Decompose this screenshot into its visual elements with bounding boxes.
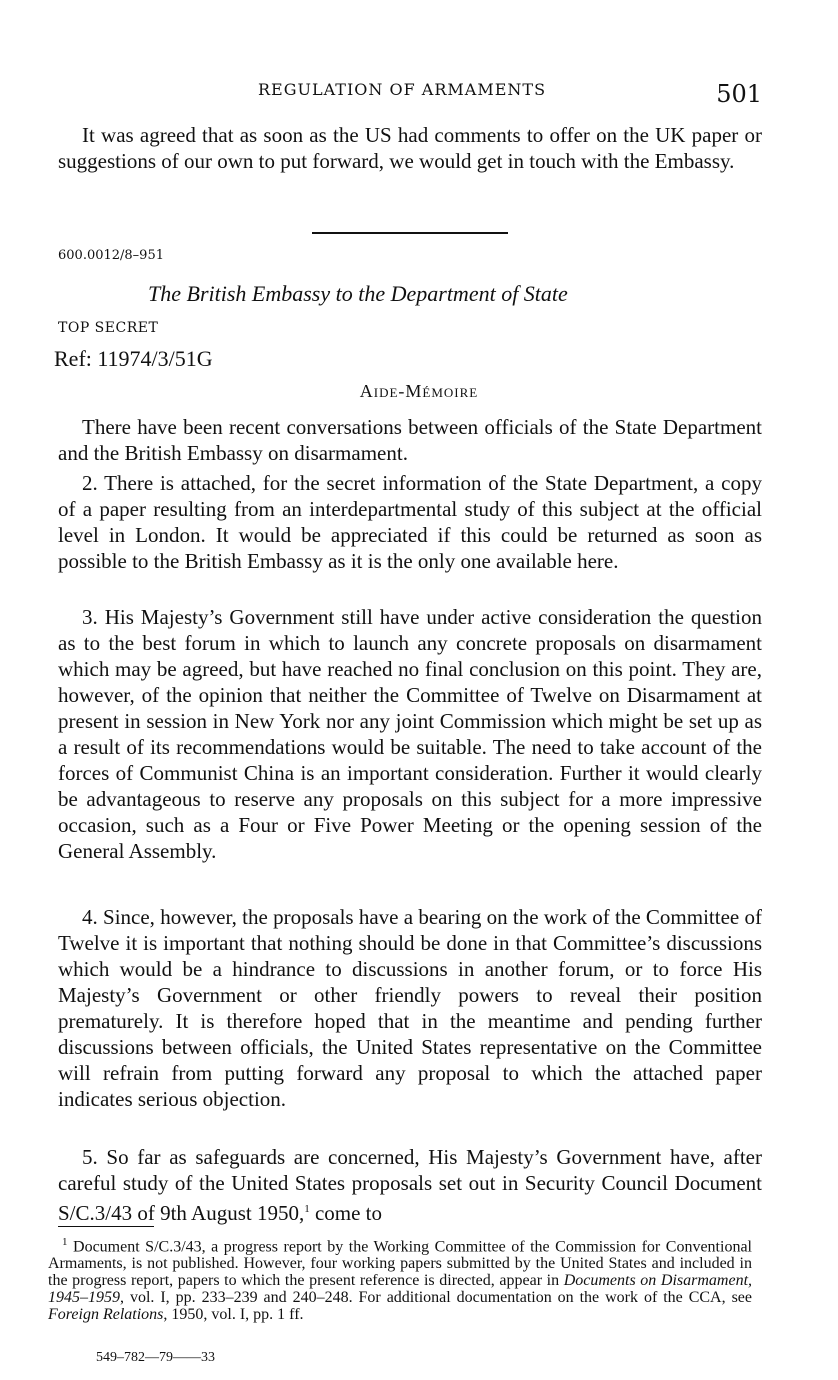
- paragraph-4: 4. Since, however, the proposals have a bearing on the work of the Committee of Twelve it is important that nothing should be done in that Committee’s discussions which would be a hindrance to discussions in another forum, or to force His Majesty’s Government or other friendly powers to reveal their position prematurely. It is therefore hoped that in the meantime and pending further discussions between officials, the United States representative on the Committee will refrain from putting forward any proposal to which the attached paper indicates serious objection.: [58, 905, 762, 1111]
- footnote-text-b: , vol. I, pp. 233–239 and 240–248. For additional documentation on the work of the CCA, see: [120, 1289, 752, 1307]
- print-code: 549–782—79——33: [96, 1350, 215, 1365]
- paragraph-2: 2. There is attached, for the secret information of the State Department, a copy of a paper resulting from an interdepartmental study of this subject at the official level in London. It would be appreciated if this could be returned as soon as possible to the British Embassy as it is the only one available here.: [58, 471, 762, 573]
- running-head: REGULATION OF ARMAMENTS: [258, 80, 547, 99]
- footnote-marker: 1: [62, 1236, 68, 1248]
- paragraph-5: [58, 1144, 762, 1226]
- footnote-text-c: , 1950, vol. I, pp. 1 ff.: [163, 1306, 304, 1324]
- footnote-citation-title-2: Foreign Relations: [48, 1306, 164, 1324]
- paragraph-5-text: 5. So far as safeguards are concerned, His Majesty’s Government have, after careful study of the United States proposals set out in Security Council Document S/C.3/43 of 9th August 1950,: [58, 1145, 762, 1225]
- document-heading: The British Embassy to the Department of State: [148, 281, 568, 306]
- footnote-reference-marker: 1: [304, 1203, 310, 1215]
- paragraph-5-tail: come to: [309, 1201, 383, 1225]
- footnote-citation-title: Documents on Disarmament, 1945–1959: [48, 1272, 753, 1307]
- paragraph-3: 3. His Majesty’s Government still have under active consideration the question as to the best forum in which to launch any concrete proposals on disarmament which may be agreed, but have reached no final conclusion on this point. They are, however, of the opinion that neither the Committee of Twelve on Disarmament at present in session in New York nor any joint Commission which might be set up as a result of its recommendations would be suitable. The need to take account of the forces of Communist China is an important consideration. Further it would clearly be advantageous to reserve any proposals on this subject for a more impressive occasion, such as a Four or Five Power Meeting or the opening session of the General Assembly.: [58, 605, 762, 863]
- reference-number: Ref: 11974/3/51G: [54, 346, 213, 371]
- intro-paragraph: It was agreed that as soon as the US had comments to offer on the UK paper or suggestions of our own to put forward, we would get in touch with the Embassy.: [58, 123, 762, 173]
- footnote-divider: [58, 1226, 154, 1227]
- paragraph-1: There have been recent conversations between officials of the State Department and the British Embassy on disarmament.: [58, 415, 762, 465]
- file-reference: 600.0012/8–951: [58, 248, 164, 263]
- footnote-text-a: Document S/C.3/43, a progress report by the Working Committee of the Commission for Conventional Armaments, is not published. However, four working papers submitted by the United States and included in the progress report, papers to which the present reference is directed, appear in: [48, 1238, 752, 1290]
- classification-label: TOP SECRET: [58, 320, 159, 336]
- page-number: 501: [716, 80, 762, 108]
- aide-memoire-title: Aide-Mémoire: [359, 381, 479, 401]
- footnote: [48, 1234, 752, 1323]
- section-divider: [312, 232, 508, 234]
